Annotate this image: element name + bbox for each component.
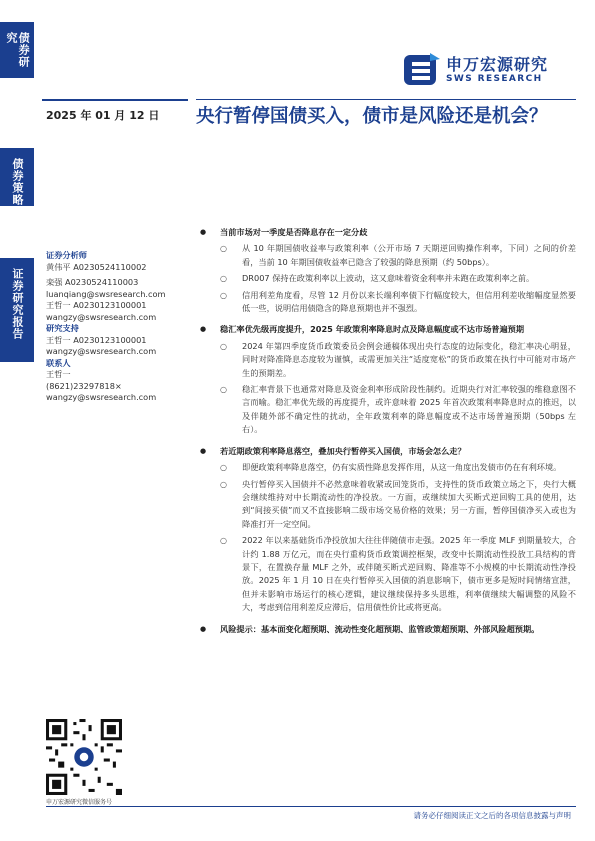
- logo-text-cn: 申万宏源研究: [446, 55, 549, 74]
- bullet-icon: ●: [200, 228, 207, 236]
- summary-section: [196, 226, 576, 315]
- section-point: [220, 242, 576, 269]
- contact-name: 王哲一: [46, 369, 71, 379]
- summary-body: [196, 226, 576, 644]
- support-entry: [46, 335, 196, 347]
- section-point: [220, 272, 576, 285]
- analyst-id: A0230123100001: [73, 300, 147, 310]
- point-text: 从 10 年期国债收益率与政策利率（公开市场 7 天期逆回购操作利率，下同）之间的价差看，当前 10 年期国债收益率已隐含了较强的降息预期（约 50bps）。: [242, 243, 576, 267]
- logo-text-en: SWS RESEARCH: [446, 74, 543, 84]
- analyst-name: 栾强: [46, 277, 63, 287]
- side-tab-bond-research: [0, 22, 34, 78]
- circle-bullet-icon: ○: [220, 536, 227, 546]
- analyst-name: 王哲一: [46, 300, 71, 310]
- analyst-entry: [46, 262, 196, 274]
- support-name: 王哲一: [46, 334, 71, 345]
- support-id: A0230123100001: [73, 334, 147, 345]
- sws-logo-icon: [402, 50, 442, 90]
- side-tab-securities-report: [0, 258, 34, 362]
- side-tab-label: 证券研究报告: [11, 268, 25, 340]
- bullet-icon: ●: [200, 325, 207, 334]
- contact-email[interactable]: wangzy@swsresearch.com: [46, 392, 157, 402]
- circle-bullet-icon: ○: [220, 463, 227, 473]
- side-tab-label: 债券策略: [11, 158, 25, 206]
- analyst-name: 黄伟平: [46, 261, 71, 272]
- point-text: 央行暂停买入国债并不必然意味着收紧或回笼货币，支持性的货币政策立场之下，央行大概会继续维持对中长期流动性的净投放。一方面，或继续加大买断式逆回购工具的使用，达到“间接买债”而又不直接影响二级市场交易价格的效果；另一方面，暂停国债净买入或也为降准打开一定空间。: [242, 478, 576, 529]
- sws-logo: [402, 50, 572, 90]
- summary-section: [196, 445, 576, 615]
- section-point: [220, 340, 576, 380]
- circle-bullet-icon: ○: [220, 479, 227, 489]
- qr-caption: 申万宏源研究微信服务号: [46, 799, 113, 806]
- section-heading: 若近期政策利率降息落空，叠加央行暂停买入国债，市场会怎么走？: [220, 445, 466, 456]
- side-tab-bond-strategy: [0, 148, 34, 206]
- analyst-entry: [46, 277, 196, 289]
- section-point: [220, 383, 576, 437]
- analyst-id: A0230524110003: [65, 277, 139, 287]
- bullet-icon: ●: [200, 624, 207, 633]
- section-point: [220, 461, 576, 474]
- contact-heading: 联系人: [46, 357, 71, 368]
- analyst-email[interactable]: luanqiang@swsresearch.com: [46, 288, 166, 299]
- section-point: [220, 478, 576, 532]
- risk-warning: 风险提示：基本面变化超预期、流动性变化超预期、监管政策超预期、外部风险超预期。: [220, 623, 540, 634]
- contact-phone: (8621)23297818×: [46, 380, 122, 391]
- support-heading: 研究支持: [46, 323, 79, 333]
- side-tab-label: 债券研究: [5, 32, 31, 68]
- wechat-qr-code[interactable]: [46, 719, 122, 795]
- section-point: [220, 289, 576, 316]
- analyst-id: A0230524110002: [73, 261, 147, 272]
- circle-bullet-icon: ○: [220, 274, 227, 284]
- point-text: DR007 保持在政策利率以上波动，这又意味着资金利率并未跑在政策利率之前。: [242, 273, 535, 284]
- point-text: 信用利差角度看，尽管 12 月份以来长端利率债下行幅度较大，但信用利差收缩幅度显然要低一些，说明信用债隐含的降息预期也并不强烈。: [242, 289, 576, 314]
- point-text: 即便政策利率降息落空，仍有实质性降息发挥作用，从这一角度出发债市仍在有利环境。: [242, 462, 562, 473]
- section-point: [220, 534, 576, 614]
- circle-bullet-icon: ○: [220, 290, 227, 300]
- analyst-panel: [46, 250, 196, 404]
- point-text: 2022 年以来基础货币净投放加大往往伴随债市走强。2025 年一季度 MLF 到期量较大，合计约 1.88 万亿元，而在央行重构货币政策调控框架，改变中长期流动性投放工具结构的背景下，在置换存量 MLF 之外，或伴随买断式逆回购、降准等不小规模的中长期流动性净投放。2025 年 1 月 10 日在央行暂停买入国债的消息影响下，债市更多是短时间情绪宣泄，但并未影响市场运行的核心逻辑，建议继续保持多头思维，利率债继续大幅调整的风险不大，考虑到信用利差反应滞后，信用债性价比或将更高。: [242, 535, 576, 613]
- point-text: 稳汇率背景下也通常对降息及资金利率形成阶段性制约。近期央行对汇率较强的维稳意图不言而喻。稳汇率优先级的再度提升，或许意味着 2025 年首次政策利率降息时点的推迟，以及伴随外部不确定性的扰动，全年政策利率的降息幅度或不达市场普遍预期（50bps 左右）。: [242, 384, 576, 435]
- header-rule-right: [196, 99, 576, 100]
- analyst-entry: [46, 300, 196, 312]
- bullet-icon: ●: [200, 446, 207, 455]
- circle-bullet-icon: ○: [220, 385, 227, 395]
- section-heading: 当前市场对一季度是否降息存在一定分歧: [220, 227, 368, 237]
- report-title: 央行暂停国债买入，债市是风险还是机会？: [196, 106, 548, 127]
- circle-bullet-icon: ○: [220, 244, 227, 254]
- analyst-heading: 证券分析师: [46, 250, 87, 260]
- header-rule-left: [42, 99, 188, 101]
- point-text: 2024 年第四季度货币政策委员会例会通稿体现出央行态度的边际变化，稳汇率决心明显，同时对降准降息态度较为谨慎，或需更加关注“适度宽松”的货币政策在执行中可能对市场产生的预期差。: [242, 340, 576, 378]
- section-heading: 稳汇率优先级再度提升，2025 年政策利率降息时点及降息幅度或不达市场普遍预期: [220, 324, 525, 335]
- report-date: 2025 年 01 月 12 日: [46, 109, 160, 122]
- summary-section: [196, 323, 576, 436]
- disclaimer-notice: 请务必仔细阅读正文之后的各项信息披露与声明: [413, 811, 571, 820]
- summary-section: [196, 623, 576, 636]
- footer-rule: [46, 806, 576, 807]
- circle-bullet-icon: ○: [220, 341, 227, 351]
- support-email[interactable]: wangzy@swsresearch.com: [46, 346, 157, 356]
- analyst-email[interactable]: wangzy@swsresearch.com: [46, 311, 157, 322]
